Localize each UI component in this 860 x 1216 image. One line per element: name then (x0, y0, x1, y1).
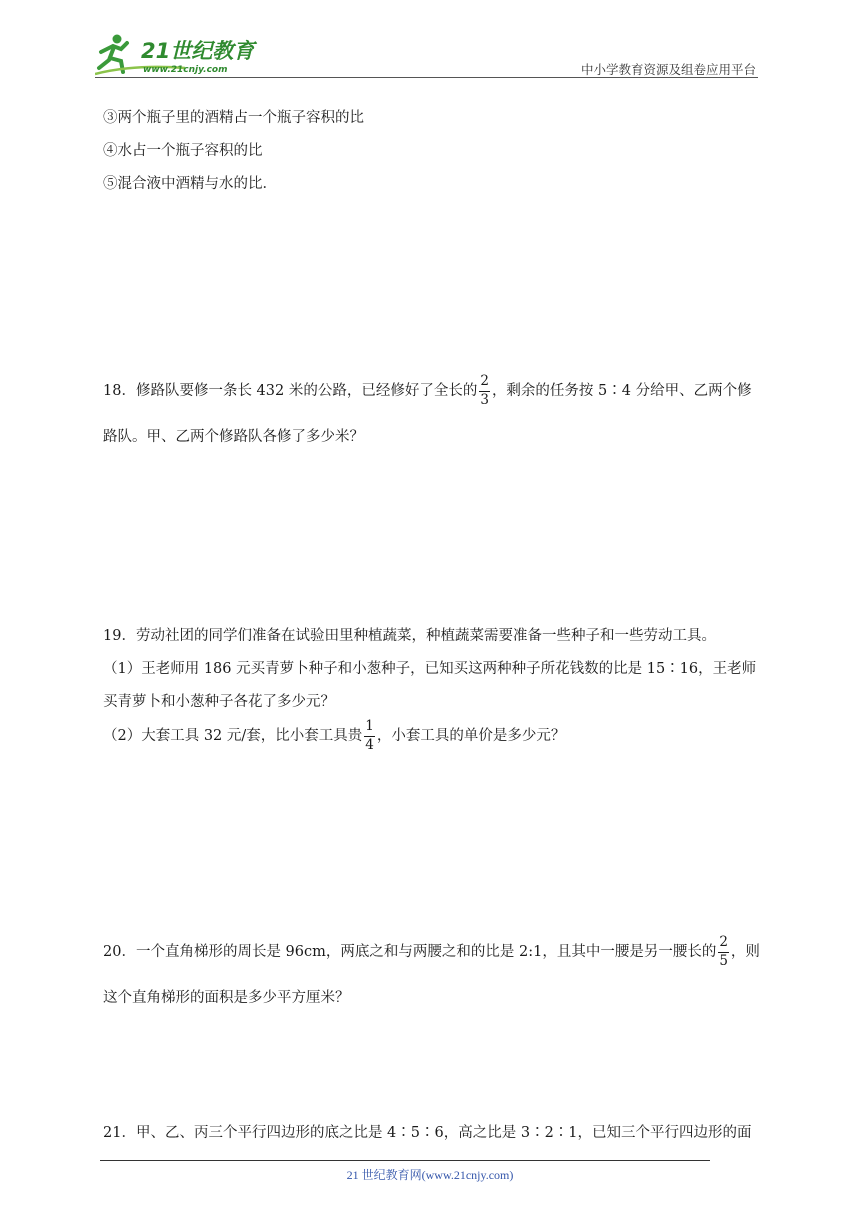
item-4: ④水占一个瓶子容积的比 (103, 143, 263, 159)
question-19-part-2: （2）大套工具 32 元/套，比小套工具贵 $\frac{1}{4}$ ，小套工具的单价是多少元？ (103, 718, 566, 753)
header-divider (95, 77, 758, 78)
question-19-part-1-line-1: （1）王老师用 186 元买青萝卜种子和小葱种子，已知买这两种种子所花钱数的比是 15∶16，王老师 (103, 661, 757, 677)
footer-link[interactable]: 21 世纪教育网(www.21cnjy.com) (346, 1168, 514, 1182)
site-logo (95, 30, 265, 76)
platform-name: 中小学教育资源及组卷应用平台 (580, 62, 756, 77)
svg-text:21世纪教育: 21世纪教育 (141, 39, 255, 63)
item-5: ⑤混合液中酒精与水的比． (103, 176, 277, 192)
question-19-part-1-line-2: 买青萝卜和小葱种子各花了多少元？ (103, 694, 335, 710)
question-20-line-1: 20．一个直角梯形的周长是 96cm，两底之和与两腰之和的比是 2:1，且其中一腰是另一腰长的 $\frac{2}{5}$ ，则 (103, 934, 760, 969)
page-header (95, 30, 758, 78)
footer-divider (100, 1160, 710, 1161)
question-19: 19．劳动社团的同学们准备在试验田里种植蔬菜，种植蔬菜需要准备一些种子和一些劳动工具。 (103, 628, 716, 644)
question-21-line-1: 21．甲、乙、丙三个平行四边形的底之比是 4∶5∶6，高之比是 3∶2∶1，已知三个平行四边形的面 (103, 1125, 752, 1141)
question-20-line-2: 这个直角梯形的面积是多少平方厘米？ (103, 990, 350, 1006)
svg-text:www.21cnjy.com: www.21cnjy.com (143, 65, 228, 75)
item-3: ③两个瓶子里的酒精占一个瓶子容积的比 (103, 110, 364, 126)
question-18-line-2: 路队。甲、乙两个修路队各修了多少米？ (103, 429, 364, 445)
question-18-line-1: 18．修路队要修一条长 432 米的公路，已经修好了全长的 $\frac{2}{3}$ ，剩余的任务按 5∶4 分给甲、乙两个修 (103, 373, 752, 408)
fraction-2-3: $\frac{2}{3}$ (480, 373, 489, 408)
fraction-1-4: $\frac{1}{4}$ (365, 718, 374, 753)
fraction-2-5: $\frac{2}{5}$ (719, 934, 728, 969)
